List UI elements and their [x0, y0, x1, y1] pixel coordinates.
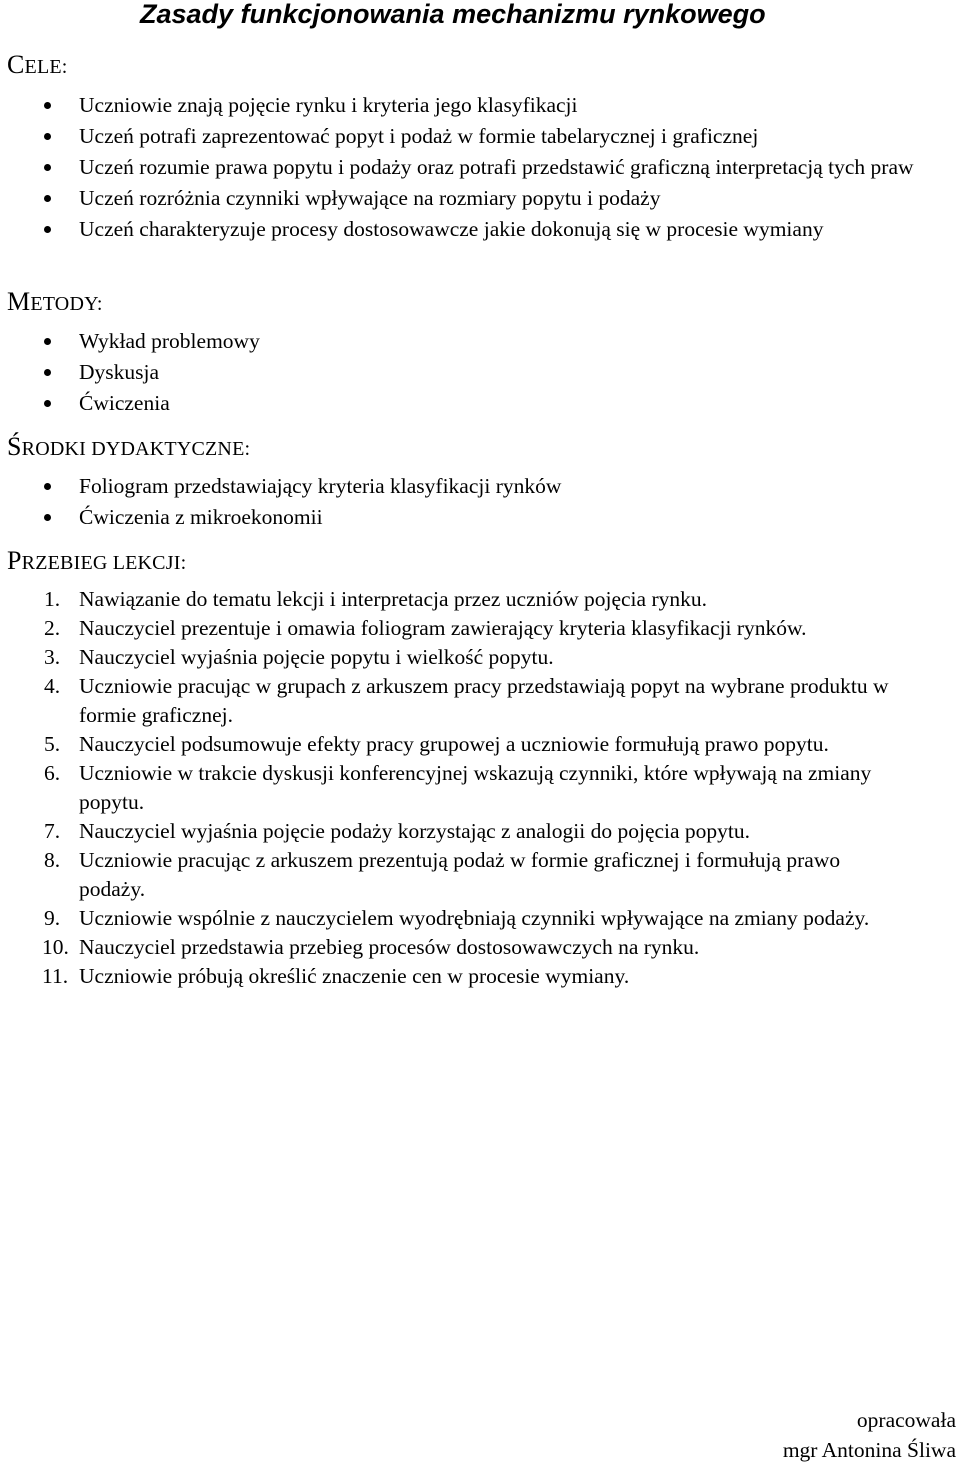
- bullet-icon: [44, 338, 51, 345]
- methods-list: [0, 326, 959, 419]
- lesson-steps-list: [0, 585, 939, 991]
- signature-author: mgr Antonina Śliwa: [782, 1438, 956, 1462]
- list-item: [0, 730, 874, 759]
- step-text: Uczniowie pracując z arkuszem prezentują podaż w formie graficznej i formułują prawo podaży.: [79, 848, 841, 901]
- heading-przebieg-initial: P: [7, 546, 22, 575]
- list-item: [0, 326, 959, 357]
- list-item: [0, 643, 939, 672]
- list-item: [0, 846, 909, 904]
- list-item: [0, 90, 959, 121]
- heading-cele-initial: C: [7, 50, 25, 79]
- bullet-icon: [44, 400, 51, 407]
- step-text: Uczniowie wspólnie z nauczycielem wyodrębniają czynniki wpływające na zmiany podaży.: [79, 906, 870, 930]
- step-number: 1.: [44, 587, 61, 611]
- step-text: Nauczyciel podsumowuje efekty pracy grupowej a uczniowie formułują prawo popytu.: [79, 732, 829, 756]
- goals-list: [0, 90, 959, 245]
- aid-text: Ćwiczenia z mikroekonomii: [79, 505, 323, 529]
- method-text: Wykład problemowy: [79, 329, 260, 353]
- signature: [783, 1405, 956, 1465]
- step-text: Nawiązanie do tematu lekcji i interpretacja przez uczniów pojęcia rynku.: [79, 587, 707, 611]
- goal-text: Uczniowie znają pojęcie rynku i kryteria jego klasyfikacji: [79, 93, 578, 117]
- teaching-aids-list: [0, 471, 959, 533]
- step-number: 7.: [44, 819, 61, 843]
- heading-cele-rest: ELE:: [24, 56, 68, 78]
- step-number: 4.: [44, 674, 61, 698]
- goal-text: Uczeń charakteryzuje procesy dostosowawcze jakie dokonują się w procesie wymiany: [79, 217, 824, 241]
- heading-przebieg-rest: RZEBIEG LEKCJI:: [21, 552, 187, 574]
- list-item: [0, 904, 929, 933]
- goal-text: Uczeń rozumie prawa popytu i podaży oraz potrafi przedstawić graficzną interpretacją tych praw: [79, 155, 914, 179]
- document-title: Zasady funkcjonowania mechanizmu rynkowego: [140, 0, 766, 29]
- list-item: [0, 388, 959, 419]
- step-number: 8.: [44, 848, 61, 872]
- aid-text: Foliogram przedstawiający kryteria klasyfikacji rynków: [79, 474, 562, 498]
- signature-role: opracowała: [856, 1408, 956, 1432]
- list-item: [0, 759, 929, 817]
- step-text: Nauczyciel przedstawia przebieg procesów dostosowawczych na rynku.: [79, 935, 700, 959]
- bullet-icon: [44, 195, 51, 202]
- bullet-icon: [44, 483, 51, 490]
- goal-text: Uczeń rozróżnia czynniki wpływające na rozmiary popytu i podaży: [79, 186, 661, 210]
- heading-srodki: [7, 432, 250, 464]
- heading-srodki-initial: Ś: [7, 432, 22, 461]
- list-item: [0, 471, 959, 502]
- heading-srodki-rest: RODKI DYDAKTYCZNE:: [21, 438, 251, 460]
- goal-text: Uczeń potrafi zaprezentować popyt i podaż w formie tabelarycznej i graficznej: [79, 124, 759, 148]
- list-item: [0, 672, 909, 730]
- step-text: Uczniowie próbują określić znaczenie cen w procesie wymiany.: [79, 964, 630, 988]
- heading-metody-rest: ETODY:: [30, 293, 103, 315]
- step-number: 10.: [42, 935, 69, 959]
- list-item: [0, 502, 959, 533]
- heading-metody-initial: M: [7, 287, 31, 316]
- heading-przebieg: [7, 546, 186, 578]
- step-number: 5.: [44, 732, 61, 756]
- list-item: [0, 214, 959, 245]
- list-item: [0, 183, 959, 214]
- bullet-icon: [44, 133, 51, 140]
- bullet-icon: [44, 514, 51, 521]
- list-item: [0, 121, 959, 152]
- step-number: 11.: [42, 964, 69, 988]
- step-number: 6.: [44, 761, 61, 785]
- bullet-icon: [44, 102, 51, 109]
- list-item: [0, 357, 959, 388]
- list-item: [0, 614, 939, 643]
- bullet-icon: [44, 164, 51, 171]
- method-text: Dyskusja: [79, 360, 160, 384]
- list-item: [0, 585, 939, 614]
- step-text: Nauczyciel wyjaśnia pojęcie podaży korzystając z analogii do pojęcia popytu.: [79, 819, 751, 843]
- method-text: Ćwiczenia: [79, 391, 170, 415]
- heading-metody: [7, 287, 103, 319]
- list-item: [0, 817, 939, 846]
- list-item: [0, 933, 939, 962]
- step-number: 3.: [44, 645, 61, 669]
- list-item: [0, 962, 939, 991]
- bullet-icon: [44, 226, 51, 233]
- bullet-icon: [44, 369, 51, 376]
- step-text: Nauczyciel prezentuje i omawia foliogram zawierający kryteria klasyfikacji rynków.: [79, 616, 807, 640]
- step-text: Nauczyciel wyjaśnia pojęcie popytu i wielkość popytu.: [79, 645, 554, 669]
- list-item: [0, 152, 954, 183]
- heading-cele: [7, 50, 68, 82]
- step-text: Uczniowie w trakcie dyskusji konferencyjnej wskazują czynniki, które wpływają na zmiany popytu.: [79, 761, 872, 814]
- step-text: Uczniowie pracując w grupach z arkuszem pracy przedstawiają popyt na wybrane produktu w formie graficznej.: [79, 674, 889, 727]
- step-number: 2.: [44, 616, 61, 640]
- step-number: 9.: [44, 906, 61, 930]
